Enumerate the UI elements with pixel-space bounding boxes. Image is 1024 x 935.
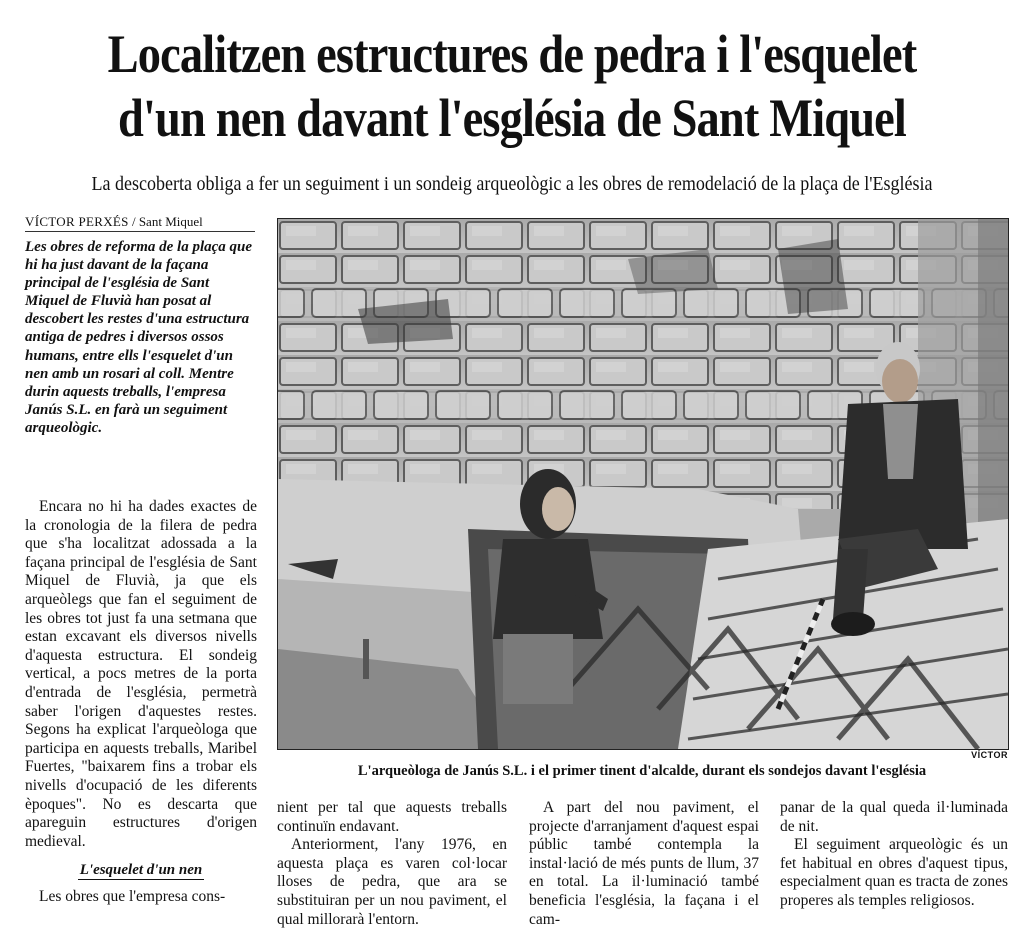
headline-line-1: Localitzen estructures de pedra i l'esquelet: [107, 24, 917, 84]
section-subtitle: L'esquelet d'un nen: [79, 862, 203, 879]
lead-paragraph: Les obres de reforma de la plaça que hi ha just davant de la façana principal de l'església de Sant Miquel de Fluvià han posat al descobert les restes d'una estructura antiga de pedres i diversos ossos humans, entre ells l'esquelet d'un nen amb un rosari al coll. Mentre durin aquests treballs, l'empresa Janús S.L. en farà un seguiment arqueològic.: [25, 239, 253, 436]
photo-caption: L'arqueòloga de Janús S.L. i el primer tinent d'alcalde, durant els sondejos davant l'església: [357, 763, 927, 779]
byline: [25, 214, 255, 232]
body-column-3: [529, 799, 759, 929]
photo-credit: VÍCTOR: [971, 750, 1008, 760]
body-column-1: [25, 498, 257, 906]
body-column-4: [780, 799, 1008, 911]
body-paragraph: Anteriorment, l'any 1976, en aquesta plaça es varen col·locar lloses de pedra, que ara se substituiran per un nou paviment, el qual millorarà l'entorn.: [277, 836, 507, 928]
body-paragraph: A part del nou paviment, el projecte d'arranjament d'aquest espai públic també contempla la instal·lació de més punts de llum, 37 en total. La il·luminació també beneficia l'església, la façana i el cam-: [529, 799, 759, 928]
body-paragraph: Encara no hi ha dades exactes de la cronologia de la filera de pedra que s'ha localitzat adossada a la façana principal de l'església de Sant Miquel de Fluvià, ja que els arqueòlegs que fan el seguiment de les obres tot just fa una setmana que estan excavant els diversos nivells d'aquesta estructura. El sondeig vertical, a pocs metres de la porta d'entrada de l'església, permetrà saber l'origen d'aquestes restes. Segons ha explicat l'arqueòloga que participa en aquests treballs, Maribel Fuertes, "baixarem fins a trobar els nivells d'ocupació de les diferents èpoques". No es descarta que apareguin estructures d'origen medieval.: [25, 498, 257, 850]
body-paragraph: Les obres que l'empresa cons-: [39, 887, 226, 905]
body-paragraph: El seguiment arqueològic és un fet habitual en obres d'aquest tipus, especialment quan es tracta de zones properes als temples religiosos.: [780, 836, 1008, 909]
byline-place: / Sant Miquel: [128, 214, 203, 229]
article-photo: [277, 218, 1009, 750]
body-column-2: [277, 799, 507, 929]
headline: [72, 22, 953, 150]
byline-author: VÍCTOR PERXÉS: [25, 214, 129, 229]
body-paragraph: panar de la qual queda il·luminada de nit.: [780, 799, 1008, 835]
headline-line-2: d'un nen davant l'església de Sant Miquel: [118, 88, 906, 148]
subheadline: La descoberta obliga a fer un seguiment i un sondeig arqueològic a les obres de remodelació de la plaça de l'Església: [91, 173, 933, 195]
body-paragraph: nient per tal que aquests treballs continuïn endavant.: [277, 799, 507, 835]
